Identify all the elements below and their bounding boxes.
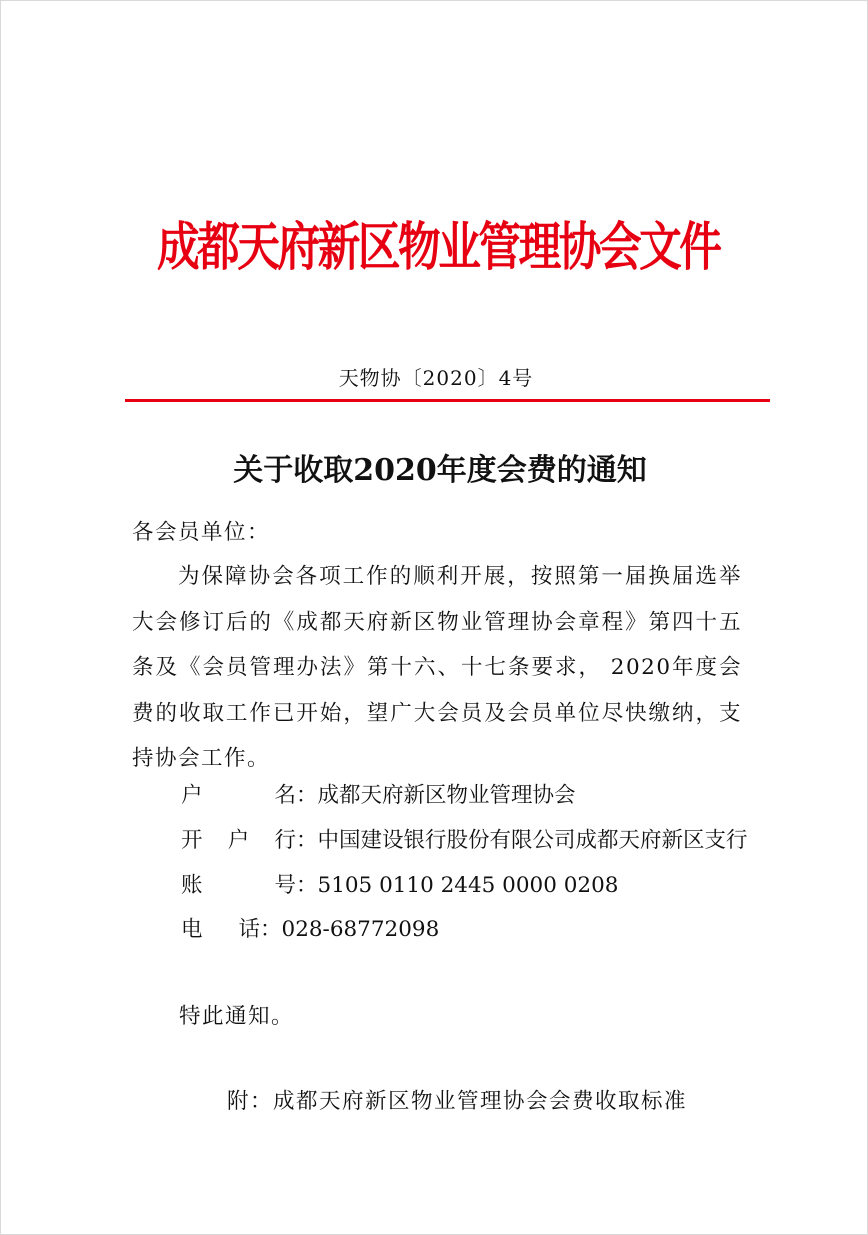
bank-detail-value: 5105 0110 2445 0000 0208	[317, 873, 619, 898]
red-divider	[125, 399, 770, 402]
bank-detail-row	[181, 870, 618, 902]
colon: ：	[260, 917, 282, 942]
bank-detail-value: 028-68772098	[281, 917, 440, 942]
bank-detail-row	[181, 825, 748, 857]
attachment-note: 附：成都天府新区物业管理协会会费收取标准	[227, 1089, 688, 1114]
bank-detail-label: 户名	[181, 783, 296, 808]
bank-detail-row	[181, 914, 439, 946]
document-number: 天物协〔2020〕4号	[338, 366, 534, 390]
bank-detail-value: 中国建设银行股份有限公司成都天府新区支行	[317, 828, 748, 853]
salutation: 各会员单位：	[132, 520, 271, 545]
notice-title: 关于收取2020年度会费的通知	[233, 453, 647, 488]
bank-detail-label: 账号	[181, 873, 296, 898]
notice-body: 为保障协会各项工作的顺利开展，按照第一届换届选举大会修订后的《成都天府新区物业管理协会章程》第四十五条及《会员管理办法》第十六、十七条要求， 2020年度会费的收取工作已开始，望广大会员及会员单位尽快缴纳，支持协会工作。	[132, 564, 742, 772]
colon: ：	[296, 783, 318, 808]
bank-detail-label: 电话	[181, 917, 260, 942]
bank-detail-label: 开户行	[181, 828, 296, 853]
bank-detail-value: 成都天府新区物业管理协会	[317, 783, 576, 808]
colon: ：	[296, 873, 318, 898]
closing-text: 特此通知。	[179, 1004, 295, 1029]
colon: ：	[296, 828, 318, 853]
issuer-title: 成都天府新区物业管理协会文件	[156, 218, 720, 278]
bank-detail-row	[181, 780, 576, 812]
